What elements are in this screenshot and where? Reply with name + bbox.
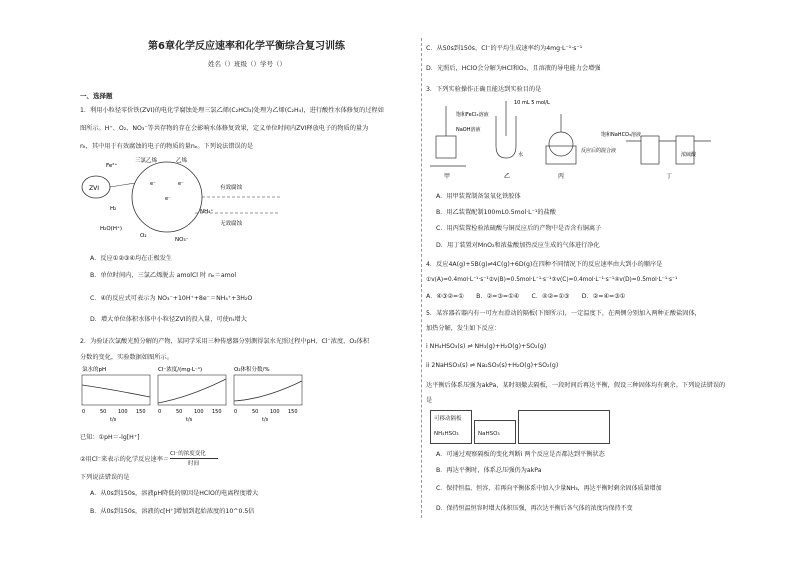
q5-option-d: D．保持恒温恒容时增大体积压强，再次达平衡后各气体的浓度均保持不变 bbox=[436, 505, 633, 512]
q5-line2: 加热分解，发生如下反应： bbox=[426, 325, 501, 332]
q4-line2: ①v(A)=0.4mol·L⁻¹·s⁻¹②v(B)=0.5mol·L⁻¹·s⁻¹③v(C)=0.4mol·L⁻¹·s⁻¹④v(D)=0.5mol·L⁻¹·s⁻¹ bbox=[426, 277, 678, 283]
q2-option-c: C．从50s到150s，Cl⁻的平均生成速率约为4mg·L⁻¹·s⁻¹ bbox=[426, 45, 583, 52]
q2-line1: 2．为验证次氯酸光照分解的产物，某同学采用三种传感器分别测得氯水光照过程中pH、Cl⁻浓度、O₂体积 bbox=[80, 338, 370, 345]
nahso3-label: NaHSO₃ bbox=[478, 431, 500, 437]
q1-option-a: A．反应①②③④均在正极发生 bbox=[90, 255, 173, 262]
zvi-corrosion-diagram bbox=[80, 155, 300, 245]
apparatus-a-label: 甲 bbox=[444, 173, 451, 180]
q4-options: A．④③②=① B．②=③=①④ C．④②=①③ D．②=④=③① bbox=[426, 293, 626, 300]
nahco3-label: 饱和NaHCO₃溶液 bbox=[601, 132, 641, 138]
q5-option-b: B．再达平衡时，体系总压强仍为akPa bbox=[436, 467, 542, 474]
q1-option-c: C．④的反应式可表示为 NO₃⁻+10H⁺+8e⁻＝NH₄⁺+3H₂O bbox=[90, 295, 253, 302]
electron-label-2: e⁻ bbox=[165, 196, 171, 202]
apparatus-c-label: 丙 bbox=[558, 173, 565, 180]
naoh-label: NaOH溶液 bbox=[456, 127, 481, 133]
nh4-label: NH₄⁺ bbox=[200, 209, 214, 215]
q2-fraction-bottom: 时间 bbox=[188, 461, 200, 467]
apparatus-b-label: 乙 bbox=[504, 173, 511, 180]
fe-label: Fe²⁺ bbox=[106, 163, 118, 169]
xtick-0b: 0 bbox=[158, 409, 162, 415]
xtick-100: 100 bbox=[118, 409, 128, 415]
q3-option-a: A．用甲装置制备氢氧化铁胶体 bbox=[436, 193, 521, 200]
q2-known2: ②用Cl⁻来表示的化学反应速率＝ bbox=[80, 456, 170, 463]
h2o-label: H₂O(H⁺) bbox=[100, 226, 122, 232]
q1-line3: nₜ，其中用于有效腐蚀的电子的物质的量nₑ。下列说法错误的是 bbox=[80, 143, 254, 150]
xtick-100c: 100 bbox=[270, 409, 280, 415]
q1-line1: 1．利用小粒径零价铁(ZVI)的电化学腐蚀处理三氯乙烯(C₂HCl₃)处理为乙烯(C₂H₄)，进行酸性水体修复的过程如 bbox=[80, 107, 384, 114]
ethylene-label: 乙烯 bbox=[176, 158, 188, 164]
xtick-50: 50 bbox=[100, 409, 107, 415]
q3-option-d: D．用丁装置对MnO₂和浓盐酸加热反应生成的气体进行净化 bbox=[436, 242, 600, 249]
q5-line1: 5．某容器若器内有一可左右滑动的隔板(下图所示)，一定温度下，在两侧分别加入两种正酸盐固体， bbox=[426, 310, 701, 317]
student-info-line: 姓名（）班级（）学号（） bbox=[208, 60, 286, 68]
q5-option-c: C．保持恒温、恒容，若再向平衡体系中加入少量NH₃，再达平衡时剩余固体质量增加 bbox=[436, 485, 662, 492]
q1-line2: 图所示。H⁺、O₂、NO₃⁻等共存物的存在会影响水体修复效果，定义单位时间内ZVI释放电子的物质的量为 bbox=[80, 125, 369, 132]
q3-option-b: B．用乙装置配制100mL0.5mol·L⁻¹的盐酸 bbox=[436, 209, 556, 216]
partition-label: 可移动隔板 bbox=[434, 416, 462, 422]
column-divider bbox=[421, 38, 423, 518]
chart-o2-label: O₂体积分数/% bbox=[234, 367, 270, 373]
q5-option-a: A．可通过观察隔板的变化判断i 两个反应是否都达到平衡状态 bbox=[436, 451, 605, 458]
xunit-1: t/s bbox=[110, 417, 117, 423]
xtick-50b: 50 bbox=[176, 409, 183, 415]
q2-known1: 已知：①pH＝-lg[H⁺] bbox=[80, 434, 140, 441]
xtick-150b: 150 bbox=[212, 409, 222, 415]
q2-option-d: D．光照后，HClO会分解为HCl和O₂，且溶液的导电能力会增强 bbox=[426, 65, 601, 72]
xtick-0: 0 bbox=[82, 409, 86, 415]
left-column bbox=[80, 0, 418, 562]
xtick-100b: 100 bbox=[194, 409, 204, 415]
q5-reaction-1: i NH₄HSO₃(s) ⇌ NH₃(g)+H₂O(g)+SO₂(g) bbox=[426, 343, 547, 350]
mix-label: 反应后的混合液 bbox=[581, 148, 617, 154]
q2-option-a: A．从0s到150s，溶液pH降低的原因是HClO的电离程度增大 bbox=[90, 490, 259, 497]
q4-line1: 4．反应4A(g)+5B(g)⇌4C(g)+6D(g)在四种不同情况下的反应速率由大到小的顺序是 bbox=[426, 261, 663, 268]
apparatus-d-label: 丁 bbox=[666, 173, 673, 180]
q1-option-b: B．单位时间内，三氯乙烯脱去 amolCl 时 nₑ＝amol bbox=[90, 272, 237, 279]
h2-label: H₂ bbox=[110, 206, 117, 212]
q2-line2: 分数的变化，实验数据如图所示。 bbox=[80, 354, 173, 361]
q5-reaction-2: ii 2NaHSO₃(s) ⇌ Na₂SO₃(s)+H₂O(g)+SO₂(g) bbox=[426, 362, 559, 369]
tce-label: 三氯乙烯 bbox=[135, 158, 158, 164]
chart-ph-label: 氯水的pH bbox=[82, 367, 107, 373]
xtick-150: 150 bbox=[136, 409, 146, 415]
q2-fraction-top: Cl⁻的浓度变化 bbox=[170, 451, 206, 457]
xtick-50c: 50 bbox=[252, 409, 259, 415]
nh4hso3-label: NH₄HSO₃ bbox=[434, 431, 459, 437]
q2-sensor-charts bbox=[80, 365, 320, 425]
right-column bbox=[426, 0, 726, 562]
container-right-chamber bbox=[518, 410, 610, 444]
q3-apparatus-figure bbox=[426, 96, 726, 184]
h2so4-label: 浓硫酸 bbox=[681, 152, 697, 158]
zvi-label: ZVI bbox=[89, 185, 99, 192]
q1-option-d: D．增大单位体积水体中小粒径ZVI的投入量，可使nₜ增大 bbox=[90, 316, 247, 323]
q2-option-b: B．从0s到150s，溶液的c[H⁺]增加到起始浓度的10^0.5倍 bbox=[90, 508, 255, 515]
section-heading: 一、选择题 bbox=[80, 92, 113, 100]
q3-option-c: C．用丙装置检验浓硫酸与铜反应后的产物中是否含有铜离子 bbox=[436, 225, 602, 232]
ineffective-corrosion-label: 无效腐蚀 bbox=[220, 221, 243, 227]
xunit-2: t/s bbox=[186, 417, 193, 423]
xunit-3: t/s bbox=[262, 417, 269, 423]
no3-label: NO₃⁻ bbox=[175, 237, 189, 243]
o2-label: O₂ bbox=[140, 233, 147, 239]
q3-line1: 3．下列实验操作正确且能达到实验目的是 bbox=[426, 86, 542, 93]
water-label: 水 bbox=[518, 152, 524, 158]
electron-label-3: e⁻ bbox=[178, 181, 184, 187]
effective-corrosion-label: 有效腐蚀 bbox=[220, 185, 243, 191]
xtick-150c: 150 bbox=[288, 409, 298, 415]
electron-label-1: e⁻ bbox=[150, 181, 156, 187]
page-title: 第6章化学反应速率和化学平衡综合复习训练 bbox=[148, 41, 345, 52]
q5-line3: 达平衡后体系压强为akPa，某时刻撤去隔板，一段时间后再达平衡，假设三种固体均有剩余。下列说法错误的 bbox=[426, 382, 726, 389]
q5-line4: 是 bbox=[426, 397, 433, 404]
xtick-0c: 0 bbox=[234, 409, 238, 415]
fraction-bar bbox=[170, 458, 218, 459]
fecl3-label: 饱和FeCl₃溶液 bbox=[456, 112, 489, 118]
chart-cl-label: Cl⁻浓度/(mg·L⁻¹) bbox=[158, 367, 203, 373]
q2-ask: 下列说法错误的是 bbox=[80, 474, 130, 481]
volume-label: 10 mL 5 mol/L bbox=[514, 100, 550, 106]
